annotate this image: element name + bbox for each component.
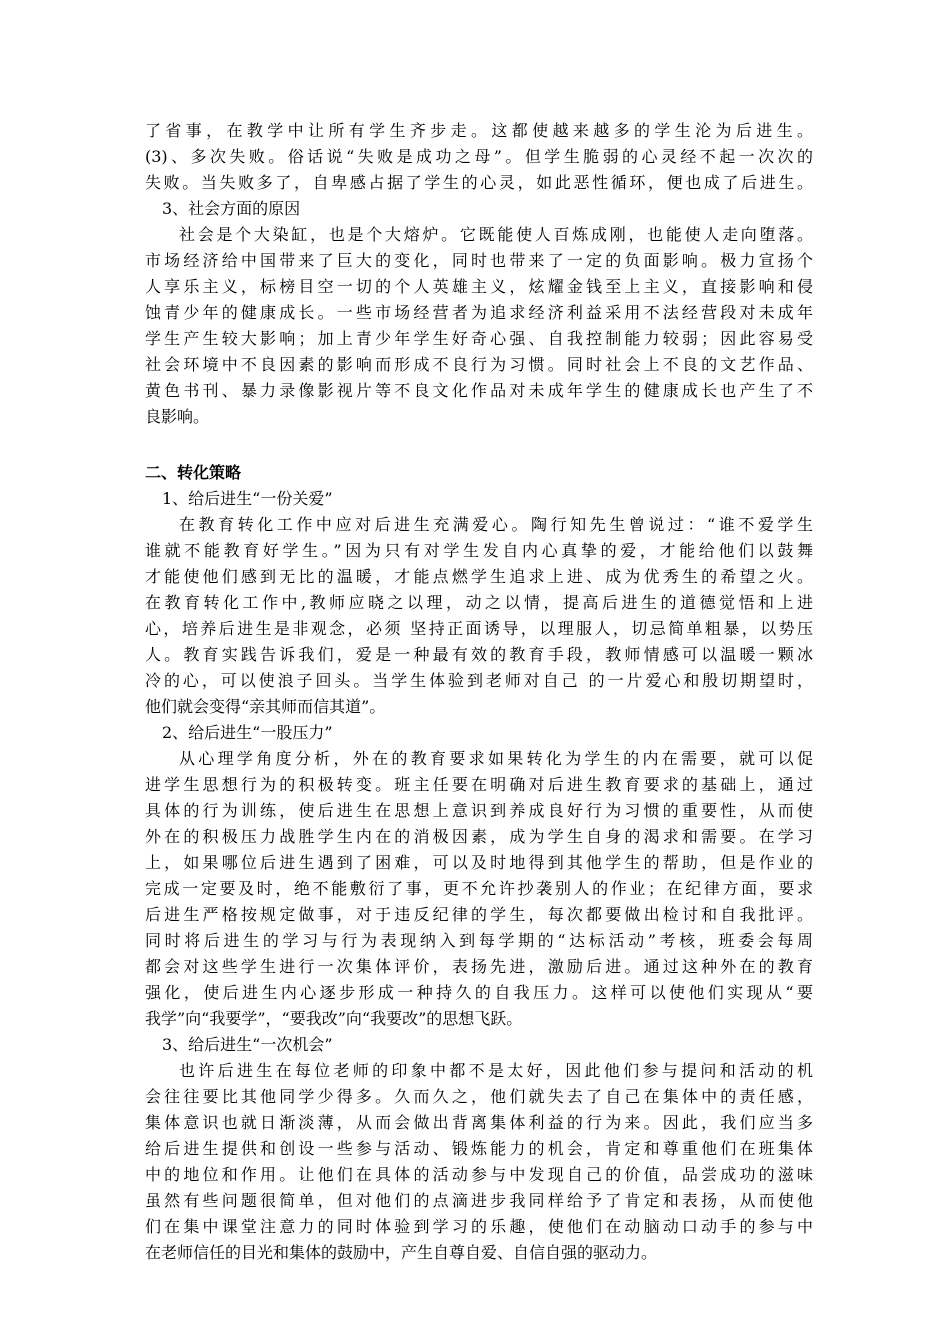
text-line: 都会对这些学生进行一次集体评价，表扬先进，激励后进。通过这种外在的教育 <box>145 957 813 976</box>
subsection-heading: 1、给后进生“一份关爱” <box>162 489 333 508</box>
text-line: 才能使他们感到无比的温暖，才能点燃学生追求上进、成为优秀生的希望之火。 <box>145 567 813 586</box>
section-heading: 二、转化策略 <box>145 463 242 482</box>
text-line: 给后进生提供和创设一些参与活动、锻炼能力的机会，肯定和尊重他们在班集体 <box>145 1139 813 1158</box>
text-line: 后进生严格按规定做事，对于违反纪律的学生，每次都要做出检讨和自我批评。 <box>145 905 813 924</box>
text-line: 进学生思想行为的积极转变。班主任要在明确对后进生教育要求的基础上，通过 <box>145 775 813 794</box>
text-line: 也许后进生在每位老师的印象中都不是太好，因此他们参与提问和活动的机 <box>179 1061 813 1080</box>
text-line: 强化，使后进生内心逐步形成一种持久的自我压力。这样可以使他们实现从“要 <box>145 983 813 1002</box>
text-line: 蚀青少年的健康成长。一些市场经营者为追求经济利益采用不法经营段对未成年 <box>145 303 813 322</box>
text-line: 会往往要比其他同学少得多。久而久之，他们就失去了自己在集体中的责任感， <box>145 1087 813 1106</box>
subsection-heading: 3、社会方面的原因 <box>162 199 301 218</box>
text-line: 人享乐主义，标榜目空一切的个人英雄主义，炫耀金钱至上主义，直接影响和侵 <box>145 277 813 296</box>
text-line: 同时将后进生的学习与行为表现纳入到每学期的“达标活动”考核，班委会每周 <box>145 931 813 950</box>
text-line: 虽然有些问题很简单，但对他们的点滴进步我同样给予了肯定和表扬，从而使他 <box>145 1191 813 1210</box>
text-line: 谁就不能教育好学生。”因为只有对学生发自内心真挚的爱，才能给他们以鼓舞 <box>145 541 813 560</box>
text-line: 黄色书刊、暴力录像影视片等不良文化作品对未成年学生的健康成长也产生了不 <box>145 381 813 400</box>
text-line: 在老师信任的目光和集体的鼓励中，产生自尊自爱、自信自强的驱动力。 <box>145 1243 658 1262</box>
text-line: 在教育转化工作中应对后进生充满爱心。陶行知先生曾说过：“谁不爱学生 <box>179 515 813 534</box>
paragraph-gap <box>145 430 813 460</box>
text-line: 中的地位和作用。让他们在具体的活动参与中发现自己的价值，品尝成功的滋味 <box>145 1165 813 1184</box>
text-line: 从心理学角度分析，外在的教育要求如果转化为学生的内在需要，就可以促 <box>179 749 813 768</box>
text-line: 社会环境中不良因素的影响而形成不良行为习惯。同时社会上不良的文艺作品、 <box>145 355 813 374</box>
text-line: 完成一定要及时，绝不能敷衍了事，更不允许抄袭别人的作业；在纪律方面，要求 <box>145 879 813 898</box>
subsection-heading: 2、给后进生“一股压力” <box>162 723 333 742</box>
text-line: 冷的心，可以使浪子回头。当学生体验到老师对自己 的一片爱心和殷切期望时， <box>145 671 813 690</box>
text-line: 市场经济给中国带来了巨大的变化，同时也带来了一定的负面影响。极力宣扬个 <box>145 251 813 270</box>
text-line: 具体的行为训练，使后进生在思想上意识到养成良好行为习惯的重要性，从而使 <box>145 801 813 820</box>
text-line: 在教育转化工作中,教师应晓之以理，动之以情，提高后进生的道德觉悟和上进 <box>145 593 813 612</box>
text-line: 学生产生较大影响；加上青少年学生好奇心强、自我控制能力较弱；因此容易受 <box>145 329 813 348</box>
text-line: 失败。当失败多了，自卑感占据了学生的心灵，如此恶性循环，便也成了后进生。 <box>145 173 813 192</box>
document-page <box>145 118 813 1266</box>
text-line: (3)、多次失败。俗话说“失败是成功之母”。但学生脆弱的心灵经不起一次次的 <box>145 147 813 166</box>
text-line: 良影响。 <box>145 407 210 426</box>
text-line: 我学”向“我要学”，“要我改”向“我要改”的思想飞跃。 <box>145 1009 523 1028</box>
text-line: 们在集中课堂注意力的同时体验到学习的乐趣，使他们在动脑动口动手的参与中 <box>145 1217 813 1236</box>
text-line: 外在的积极压力战胜学生内在的消极因素，成为学生自身的渴求和需要。在学习 <box>145 827 813 846</box>
text-line: 了省事，在教学中让所有学生齐步走。这都使越来越多的学生沦为后进生。 <box>145 121 813 140</box>
subsection-heading: 3、给后进生“一次机会” <box>162 1035 333 1054</box>
text-line: 集体意识也就日渐淡薄，从而会做出背离集体利益的行为来。因此，我们应当多 <box>145 1113 813 1132</box>
text-line: 人。教育实践告诉我们，爱是一种最有效的教育手段，教师情感可以温暖一颗冰 <box>145 645 813 664</box>
text-line: 他们就会变得“亲其师而信其道”。 <box>145 697 386 716</box>
text-line: 心，培养后进生是非观念，必须 坚持正面诱导，以理服人，切忌简单粗暴，以势压 <box>145 619 813 638</box>
text-line: 上，如果哪位后进生遇到了困难，可以及时地得到其他学生的帮助，但是作业的 <box>145 853 813 872</box>
text-line: 社会是个大染缸，也是个大熔炉。它既能使人百炼成刚，也能使人走向堕落。 <box>179 225 813 244</box>
